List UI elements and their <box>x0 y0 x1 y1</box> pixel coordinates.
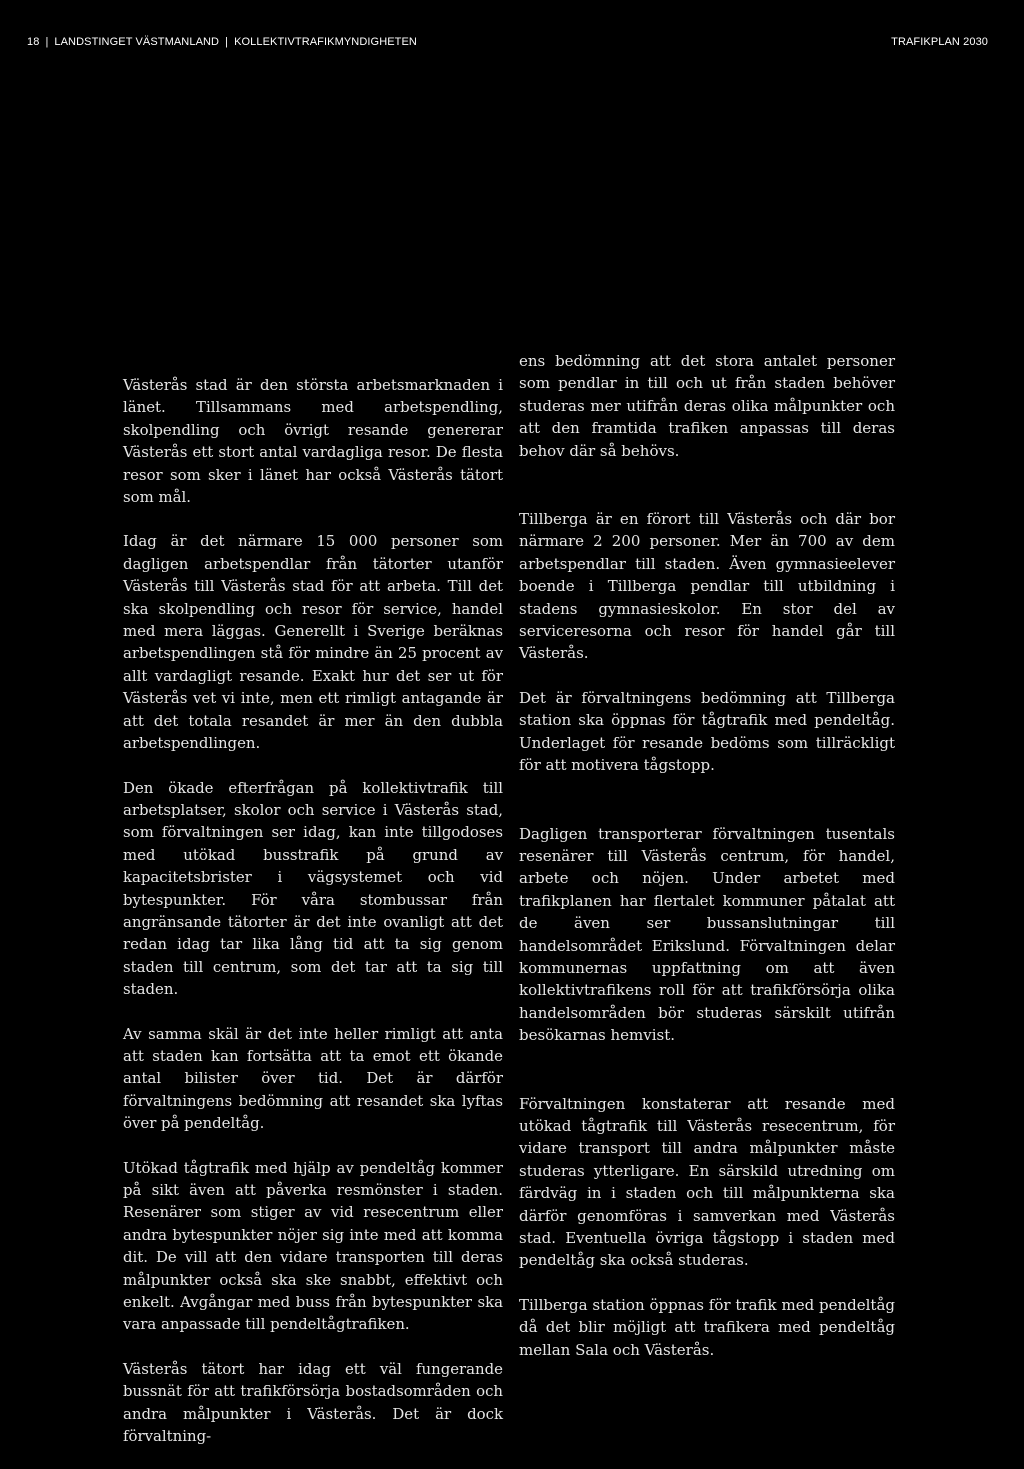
header-left <box>27 36 417 48</box>
right-column <box>519 350 895 1383</box>
paragraph: Av samma skäl är det inte heller rimligt att anta att staden kan fortsätta att ta emot ett ökande antal bilister över tid. Det är därför förvaltningens bedömning att resandet ska lyftas över på pendeltåg. <box>123 1024 503 1133</box>
page-header <box>27 36 988 52</box>
paragraph: Den ökade efterfrågan på kollektivtrafik till arbetsplatser, skolor och service i Västerås stad, som förvaltningen ser idag, kan inte tillgodoses med utökad busstrafik på grund av kapacitetsbrister i vägsystemet och vid bytespunkter. För våra stombussar från angränsande tätorter är det inte ovanligt att det redan idag tar lika lång tid att ta sig genom staden till centrum, som det tar att ta sig till staden. <box>123 778 503 999</box>
paragraph: ens bedömning att det stora antalet personer som pendlar in till och ut från staden behöver studeras mer utifrån deras olika målpunkter och att den framtida trafiken anpassas till deras behov där så behövs. <box>519 352 895 460</box>
paragraph: Det är förvaltningens bedömning att Tillberga station ska öppnas för tågtrafik med pendeltåg. Underlaget för resande bedöms som tillräckligt för att motivera tågstopp. <box>519 688 895 775</box>
header-document-title: TRAFIKPLAN 2030 <box>891 36 988 48</box>
paragraph: Tillberga station öppnas för trafik med pendeltåg då det blir möjligt att trafikera med pendeltåg mellan Sala och Västerås. <box>519 1295 895 1359</box>
header-separator: | <box>45 36 49 48</box>
paragraph: Förvaltningen konstaterar att resande med utökad tågtrafik till Västerås resecentrum, för vidare transport till andra målpunkter måste studeras ytterligare. En särskild utredning om färdväg in i staden och till målpunkterna ska därför genomföras i samverkan med Västerås stad. Eventuella övriga tågstopp i staden med pendeltåg ska också studeras. <box>519 1094 895 1270</box>
section-heading <box>519 1069 895 1093</box>
section-heading <box>519 484 895 508</box>
header-separator: | <box>225 36 229 48</box>
header-department: KOLLEKTIVTRAFIKMYNDIGHETEN <box>234 36 417 48</box>
section-heading <box>519 799 895 823</box>
section-heading <box>127 350 503 374</box>
paragraph: Idag är det närmare 15 000 personer som dagligen arbetspendlar från tätorter utanför Västerås till Västerås stad för att arbeta. Till det ska skolpendling och resor för service, handel med mera läggas. Generellt i Sverige beräknas arbetspendlingen stå för mindre än 25 procent av allt vardagligt resande. Exakt hur det ser ut för Västerås vet vi inte, men ett rimligt antagande är att det totala resandet är mer än den dubbla arbetspendlingen. <box>123 532 503 753</box>
paragraph: Västerås stad är den största arbetsmarknaden i länet. Tillsammans med arbetspendling, skolpendling och övrigt resande genererar Västerås ett stort antal vardagliga resor. De flesta resor som sker i länet har också Västerås tätort som mål. <box>123 376 503 507</box>
paragraph: Utökad tågtrafik med hjälp av pendeltåg kommer på sikt även att påverka resmönster i staden. Resenärer som stiger av vid resecentrum eller andra bytespunkter nöjer sig inte med att komma dit. De vill att den vidare transporten till deras målpunkter också ska ske snabbt, effektivt och enkelt. Avgångar med buss från bytespunkter ska vara anpassade till pendeltågtrafiken. <box>123 1158 503 1334</box>
paragraph: Tillberga är en förort till Västerås och där bor närmare 2 200 personer. Mer än 700 av dem arbetspendlar till staden. Även gymnasieelever boende i Tillberga pendlar till utbildning i stadens gymnasieskolor. En stor del av serviceresorna och resor för handel går till Västerås. <box>519 510 895 663</box>
left-column <box>123 350 503 1469</box>
header-organization: LANDSTINGET VÄSTMANLAND <box>54 36 220 48</box>
paragraph: Västerås tätort har idag ett väl fungerande bussnät för att trafikförsörja bostadsområden och andra målpunkter i Västerås. Det är dock förvaltning- <box>123 1359 503 1446</box>
page-number: 18 <box>27 36 40 48</box>
paragraph: Dagligen transporterar förvaltningen tusentals resenärer till Västerås centrum, för handel, arbete och nöjen. Under arbetet med trafikplanen har flertalet kommuner påtalat att de även ser bussanslutningar till handelsområdet Erikslund. Förvaltningen delar kommunernas uppfattning om att även kollektivtrafikens roll för att trafikförsörja olika handelsområden bör studeras särskilt utifrån besökarnas hemvist. <box>519 824 895 1045</box>
